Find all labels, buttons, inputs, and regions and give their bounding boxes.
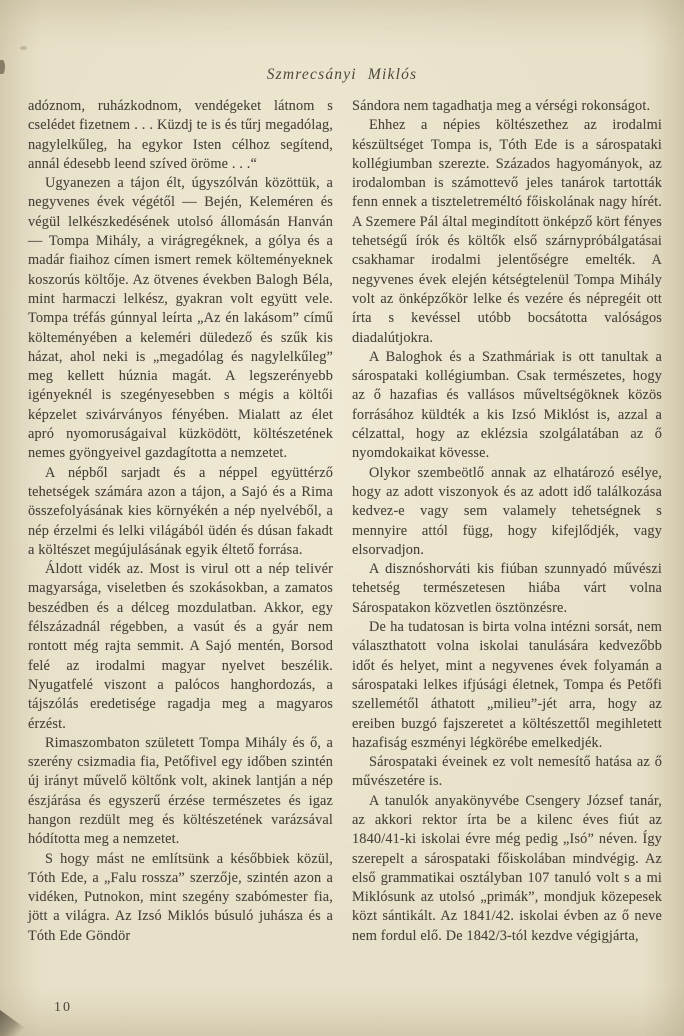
paragraph: Sárospataki éveinek ez volt nemesítő hatása az ő művészetére is. [352,754,662,790]
left-column [28,97,333,946]
paragraph: Ugyanezen a tájon élt, úgyszólván közöttük, a negyvenes évek végétől — Bején, Keleméren és végül lelkészkedésének utolsó állomásán Hanván — Tompa Mihály, a virágregéknek, a gólya és a madár fiaihoz címen ismert remek költeményeknek koszorús költője. Az ötvenes években Balogh Béla, mint harmaczi lelkész, gyakran volt együtt vele. Tompa tréfás gúnnyal leírta „Az én lakásom” című költeményében a keleméri düledező és szűk kis házat, ahol neki is „megadólag és nagylelkűleg” meg kellett húznia magát. A legszerényebb igényeknél is szegényesebben s mégis a költői képzelet szivárványos fényében. Mialatt az élet apró nyomoruságaival küzködött, költészetének nemes gyöngyeivel gazdagította a nemzetet. [28,175,333,462]
running-head: Szmrecsányi Miklós [266,66,418,83]
paragraph: S hogy mást ne említsünk a későbbiek közül, Tóth Ede, a „Falu rossza” szerzője, szintén azon a vidéken, Putnokon, mint szegény szabómester fia, jött a világra. Az Izsó Miklós búsuló juhásza és a Tóth Ede Göndör [28,850,333,944]
paragraph: Olykor szembeötlő annak az elhatározó esélye, hogy az adott viszonyok és az adott idő találkozása kedvez-e vagy sem valamely tehetségnek s mennyire attól függ, hogy kifejlődjék, vagy elsorvadjon. [352,464,662,558]
paragraph: Sándora nem tagadhatja meg a vérségi rokonságot. [352,98,651,114]
paragraph: A Baloghok és a Szathmáriak is ott tanultak a sárospataki kollégiumban. Csak természetes, hogy az ő hazafias és vallásos műveltségöknek közös forrásához küldték a kis Izsó Miklóst is, azzal a célzattal, hogy az eklézsia szolgálatában az ő nyomdokaikat kövesse. [352,348,662,462]
paragraph: De ha tudatosan is birta volna intézni sorsát, nem választhatott volna iskolai tanulására kedvezőbb időt és helyet, mint a negyvenes évek folyamán a sárospataki lelkes ifjúsági életnek, Tompa és Petőfi szellemétől áthatott „milieu”-jét arra, hogy az ereiben buzgó fajszeretet a költészettől megihletett hazafiság eszményi légkörébe emelkedjék. [352,619,662,751]
paragraph: A népből sarjadt és a néppel együttérző tehetségek számára azon a tájon, a Sajó és a Rima összefolyásának kies környékén a nép nyelvéből, a nép érzelmi és lelki világából üdén és dúsan fakadt a költészet megújulásának egyik éltető forrása. [28,464,333,558]
scan-corner-artifact [0,1010,36,1036]
scan-edge-artifact [0,60,5,74]
paragraph: A disznóshorváti kis fiúban szunnyadó művészi tehetség természetesen hiába várt volna Sárospatakon közvetlen ösztönzésre. [352,561,662,616]
right-column [352,97,662,946]
text-columns [28,97,662,946]
paragraph: Rimaszombaton született Tompa Mihály és ő, a szerény csizmadia fia, Petőfivel egy időben szintén új irányt művelő költőnk volt, akinek lantján a nép észjárása és egyszerű érzése természetes és igaz hangon rezdült meg és költészetének varázsával hódította meg a nemzetet. [28,734,333,848]
paragraph: Ehhez a népies költészethez az irodalmi készültséget Tompa is, Tóth Ede is a sárospataki kollégiumban szerezte. Százados hagyományok, az irodalomban is számottevő jeles tanárok tartották fenn ennek a tiszteletreméltó főiskolának nagy hírét. A Szemere Pál által megindított önképző kört fényes tehetségű írók és költők első szárnypróbálgatásai csakhamar irodalmi jelentőségre emelték. A negyvenes évek elején kétségtelenül Tompa Mihály volt az önképzőkör lelke és vezére és népregéit ott írta s kevéssel utóbb bocsátotta valóságos diadalútjokra. [352,117,662,346]
paragraph: A tanulók anyakönyvébe Csengery József tanár, az akkori rektor írta be a kilenc éves fiút az 1840/41-ki iskolai évre még pedig „Isó” néven. Így szerepelt a sárospataki főiskolában mindvégig. Az első grammatikai osztályban 107 tanuló volt s a mi Miklósunk az utolsó „primák”, mondjuk közepesek közt sántikált. Az 1841/42. iskolai évben az ő neve nem fordul elő. De 1842/3-tól kezdve végigjárta, [352,792,662,944]
paragraph: adóznom, ruházkodnom, vendégeket látnom s cselédet fizetnem . . . Küzdj te is és tűrj megadólag, nagylelkűleg, ha egykor Isten célhoz segítend, annál édesebb leend szíved öröme . . .“ [28,98,333,172]
page-number: 10 [54,1000,72,1015]
paragraph: Áldott vidék az. Most is virul ott a nép telivér magyarsága, viseletben és szokásokban, a zamatos beszédben és a délceg mozdulatban. Akkor, egy félszázadnál régebben, a vasút és a gyár nem rontott még rajta semmit. A Sajó mentén, Borsod felé az irodalmi magyar nyelvet beszélik. Nyugatfelé viszont a palócos hanghordozás, a tájszólás eredetisége ragadja meg a magyaros érzést. [28,561,333,732]
scan-speck-artifact [20,46,27,50]
